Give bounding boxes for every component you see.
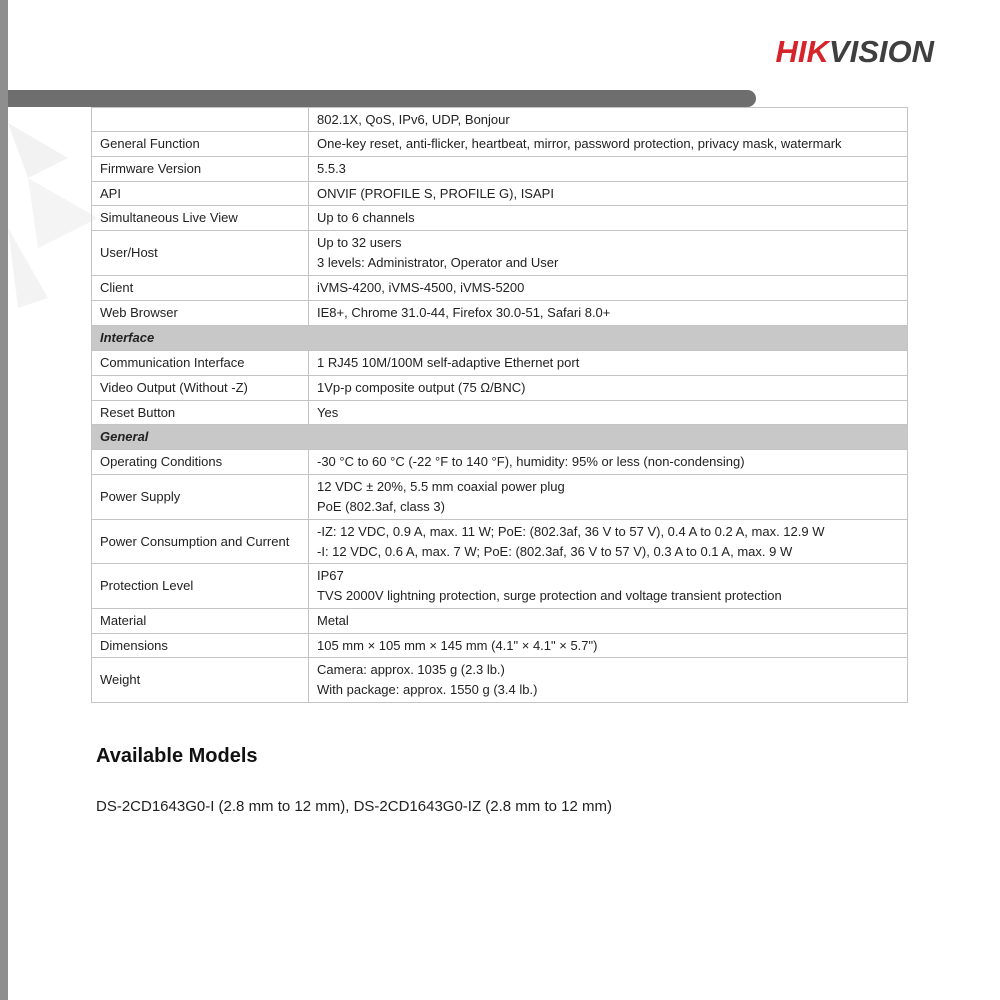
spec-row: [92, 231, 908, 276]
spec-label: Web Browser: [92, 301, 309, 326]
spec-value: [309, 401, 908, 425]
spec-label: API: [92, 182, 309, 206]
spec-value-line: Up to 32 users: [317, 235, 402, 250]
brand-logo: [776, 34, 934, 70]
spec-value-line: 802.1X, QoS, IPv6, UDP, Bonjour: [317, 111, 510, 127]
spec-row: [92, 182, 908, 206]
spec-value-line: Yes: [317, 404, 339, 420]
available-models-title: Available Models: [96, 745, 258, 767]
page-left-edge: [0, 0, 8, 1000]
spec-row: [92, 132, 908, 157]
spec-value: [309, 206, 908, 231]
spec-value-line: Metal: [317, 613, 349, 628]
spec-value: [309, 475, 908, 520]
spec-value-line: -30 °C to 60 °C (-22 °F to 140 °F), humidity: 95% or less (non-condensing): [317, 454, 745, 469]
brand-logo-red: HIK: [775, 34, 829, 69]
spec-row: [92, 206, 908, 231]
spec-label: Communication Interface: [92, 351, 309, 376]
spec-label: Power Consumption and Current: [92, 520, 309, 564]
spec-value-line: -IZ: 12 VDC, 0.9 A, max. 11 W; PoE: (802.3af, 36 V to 57 V), 0.4 A to 0.2 A, max. 12.9 W: [317, 523, 825, 539]
spec-label: User/Host: [92, 231, 309, 276]
spec-value: [309, 634, 908, 658]
brand-logo-gray: VISION: [828, 34, 934, 69]
spec-value: [309, 658, 908, 703]
spec-row: [92, 450, 908, 475]
spec-value: [309, 376, 908, 401]
spec-value-line: iVMS-4200, iVMS-4500, iVMS-5200: [317, 280, 525, 295]
spec-row: [92, 157, 908, 182]
spec-table: [91, 107, 908, 703]
spec-row: [92, 520, 908, 564]
spec-value-line: PoE (802.3af, class 3): [317, 499, 445, 514]
section-header: [92, 326, 908, 351]
spec-value-line: One-key reset, anti-flicker, heartbeat, mirror, password protection, privacy mask, watermark: [317, 136, 842, 151]
spec-value-line: Up to 6 channels: [317, 210, 415, 225]
spec-value: [309, 351, 908, 376]
spec-label: Operating Conditions: [92, 450, 309, 475]
spec-row: [92, 564, 908, 609]
header-bar: [8, 90, 756, 107]
spec-row: [92, 401, 908, 425]
spec-value-line: With package: approx. 1550 g (3.4 lb.): [317, 682, 538, 697]
spec-row: [92, 276, 908, 301]
spec-value-line: IE8+, Chrome 31.0-44, Firefox 30.0-51, Safari 8.0+: [317, 305, 611, 320]
spec-row: [92, 376, 908, 401]
spec-value-line: TVS 2000V lightning protection, surge protection and voltage transient protection: [317, 588, 782, 603]
spec-row: [92, 108, 908, 132]
spec-label: Firmware Version: [92, 157, 309, 182]
spec-label: Dimensions: [92, 634, 309, 658]
spec-label: [92, 108, 309, 132]
spec-value-line: IP67: [317, 568, 344, 583]
spec-value-line: -I: 12 VDC, 0.6 A, max. 7 W; PoE: (802.3af, 36 V to 57 V), 0.3 A to 0.1 A, max. 9 W: [317, 543, 793, 559]
available-models-text: DS-2CD1643G0-I (2.8 mm to 12 mm), DS-2CD1643G0-IZ (2.8 mm to 12 mm): [96, 798, 612, 815]
spec-value: [309, 182, 908, 206]
spec-value-line: 3 levels: Administrator, Operator and User: [317, 255, 559, 270]
spec-label: Protection Level: [92, 564, 309, 609]
spec-label: Material: [92, 609, 309, 634]
spec-value-line: 5.5.3: [317, 161, 346, 176]
spec-value-line: 105 mm × 105 mm × 145 mm (4.1" × 4.1" × 5.7"): [317, 637, 598, 653]
spec-value-line: 12 VDC ± 20%, 5.5 mm coaxial power plug: [317, 479, 565, 494]
section-header: [92, 425, 908, 450]
spec-row: [92, 301, 908, 326]
spec-value-line: Camera: approx. 1035 g (2.3 lb.): [317, 662, 505, 677]
spec-value: [309, 231, 908, 276]
spec-value: [309, 609, 908, 634]
spec-value-line: 1Vp-p composite output (75 Ω/BNC): [317, 380, 526, 395]
spec-value: [309, 520, 908, 564]
spec-value: [309, 301, 908, 326]
spec-label: Client: [92, 276, 309, 301]
spec-row: [92, 658, 908, 703]
spec-row: [92, 475, 908, 520]
spec-value: [309, 132, 908, 157]
section-header-label: General: [92, 425, 908, 450]
spec-label: Video Output (Without -Z): [92, 376, 309, 401]
spec-value: [309, 276, 908, 301]
spec-value: [309, 157, 908, 182]
spec-label: Simultaneous Live View: [92, 206, 309, 231]
spec-label: Reset Button: [92, 401, 309, 425]
spec-value: [309, 450, 908, 475]
spec-label: General Function: [92, 132, 309, 157]
spec-row: [92, 609, 908, 634]
section-header-label: Interface: [92, 326, 908, 351]
spec-value-line: ONVIF (PROFILE S, PROFILE G), ISAPI: [317, 185, 554, 201]
spec-label: Weight: [92, 658, 309, 703]
spec-value-line: 1 RJ45 10M/100M self-adaptive Ethernet port: [317, 355, 580, 370]
spec-label: Power Supply: [92, 475, 309, 520]
spec-row: [92, 351, 908, 376]
spec-value: [309, 108, 908, 132]
spec-row: [92, 634, 908, 658]
spec-value: [309, 564, 908, 609]
watermark-graphic: [8, 108, 98, 308]
